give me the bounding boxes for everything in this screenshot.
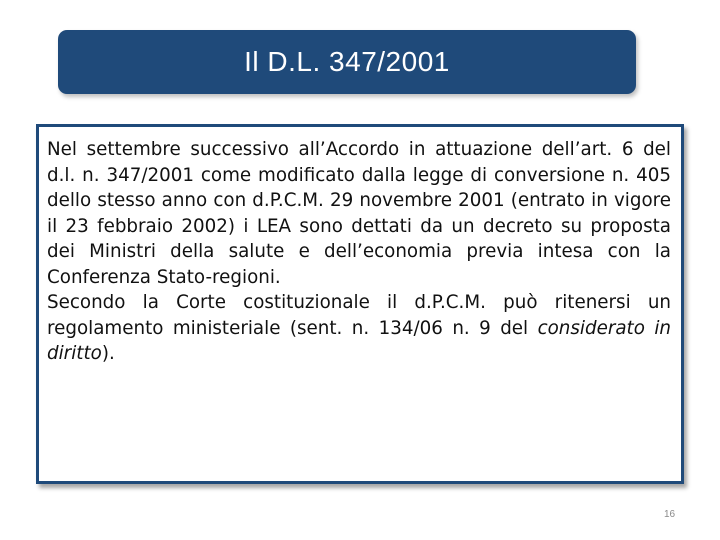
paragraph-corte-costituzionale xyxy=(47,290,671,367)
page-number: 16 xyxy=(664,509,676,520)
paragraph2-end: ). xyxy=(101,343,115,364)
title-banner xyxy=(58,30,636,94)
paragraph-lea-decree: Nel settembre successivo all’Accordo in attuazione dell’art. 6 del d.l. n. 347/2001 come modificato dalla legge di conversione n. 405 dello stesso anno con d.P.C.M. 29 novembre 2001 (entrato in vigore il 23 febbraio 2002) i LEA sono dettati da un decreto su proposta dei Ministri della salute e dell’economia previa intesa con la Conferenza Stato-regioni. xyxy=(47,139,671,288)
content-box xyxy=(36,124,684,484)
slide-title: Il D.L. 347/2001 xyxy=(244,46,450,77)
paragraph2-text: Secondo la Corte costituzionale il d.P.C.M. può ritenersi un regolamento ministeriale (sent. n. 134/06 n. 9 del xyxy=(47,292,671,339)
paragraph2-italic: considerato in diritto xyxy=(47,317,671,364)
